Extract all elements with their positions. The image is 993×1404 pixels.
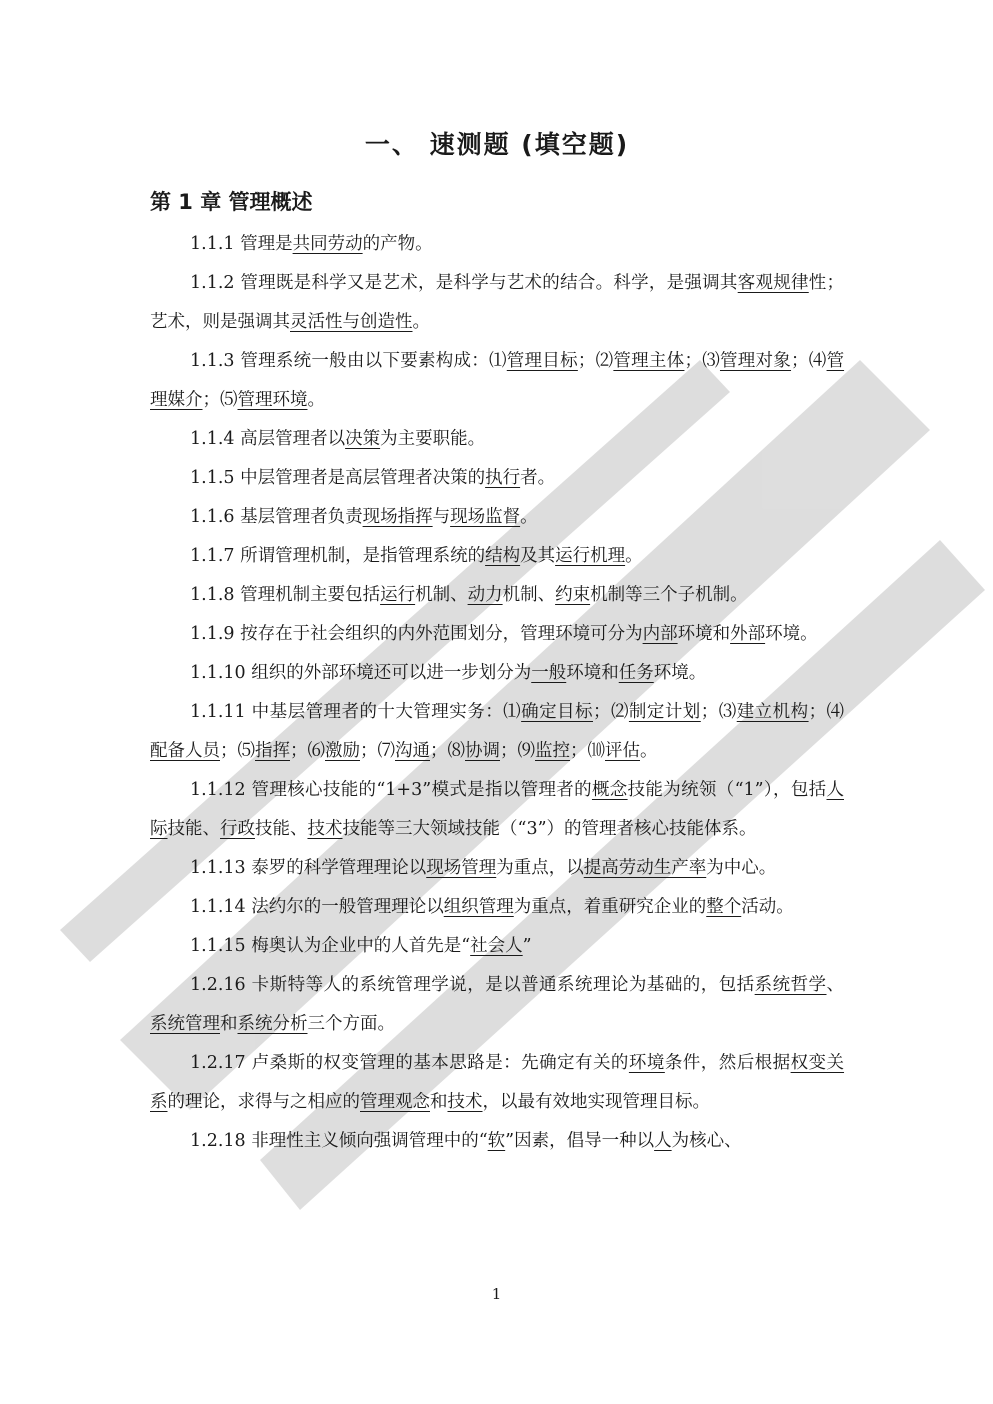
question-text: ；⑷ <box>791 351 827 371</box>
answer-blank: 现场指挥 <box>362 507 433 527</box>
question-text: 机制、 <box>415 585 468 605</box>
answer-blank: 系统分析 <box>237 1014 308 1034</box>
answer-blank: 人 <box>654 1131 672 1151</box>
question-text: 的产物。 <box>362 234 433 254</box>
question-text: 为重点，以 <box>496 858 584 878</box>
answer-blank: 系统哲学 <box>754 975 827 995</box>
answer-blank: 提高劳动生产率 <box>583 858 707 878</box>
answer-blank: 管理主体 <box>613 351 685 371</box>
answer-blank: 结构 <box>485 546 521 566</box>
question-text: 1.1.13 泰罗的科学管理理论以 <box>190 858 427 878</box>
question-text: 技能、 <box>255 819 308 839</box>
question-item <box>150 966 844 1044</box>
question-item <box>150 264 844 342</box>
answer-blank: 执行 <box>485 468 521 488</box>
question-text: 1.1.15 梅奥认为企业中的人首先是“ <box>190 936 471 956</box>
answer-blank: 灵活性与创造性 <box>290 312 413 332</box>
question-text: ；⑸ <box>202 390 238 410</box>
question-text: 环境和 <box>566 663 619 683</box>
question-text: 1.2.16 卡斯特等人的系统管理学说，是以普通系统理论为基础的，包括 <box>190 975 755 995</box>
document-page <box>150 125 844 1161</box>
question-text: 。 <box>307 390 325 410</box>
question-text: 1.1.2 管理既是科学又是艺术，是科学与艺术的结合。科学，是强调其 <box>190 273 738 293</box>
answer-blank: 客观规律 <box>737 273 809 293</box>
question-text: ；⑶ <box>684 351 720 371</box>
question-list <box>150 225 844 1161</box>
answer-blank: 管理媒介 <box>150 351 845 410</box>
question-item <box>150 654 844 693</box>
answer-blank: 整个 <box>706 897 742 917</box>
answer-blank: 外部 <box>730 624 766 644</box>
question-text: 1.1.5 中层管理者是高层管理者决策的 <box>190 468 486 488</box>
answer-blank: 一般 <box>531 663 567 683</box>
answer-blank: 决策 <box>345 429 381 449</box>
answer-blank: 监控 <box>535 741 570 761</box>
question-text: 1.1.3 管理系统一般由以下要素构成：⑴ <box>190 351 507 371</box>
question-text: ；⑶ <box>700 702 737 722</box>
answer-blank: 评估 <box>605 741 640 761</box>
question-item <box>150 342 844 420</box>
question-text: 的理论，求得与之相应的 <box>167 1092 360 1112</box>
answer-blank: 指挥 <box>255 741 290 761</box>
answer-blank: 组织管理 <box>443 897 514 917</box>
question-text: ；⑼ <box>500 741 535 761</box>
answer-blank: 确定目标 <box>521 702 593 722</box>
question-text: ” <box>522 936 532 956</box>
question-item <box>150 225 844 264</box>
question-text: 技能等三大领域技能（“3”）的管理者核心技能体系。 <box>342 819 757 839</box>
question-text: 1.1.9 按存在于社会组织的内外范围划分，管理环境可分为 <box>190 624 643 644</box>
question-text: 技能为统领（“1”），包括 <box>627 780 827 800</box>
question-text: 三个方面。 <box>307 1014 395 1034</box>
question-text: 环境。 <box>653 663 707 683</box>
question-text: 性；艺术，则是强调其 <box>150 273 845 332</box>
question-text: 和 <box>430 1092 448 1112</box>
question-item <box>150 459 844 498</box>
answer-blank: 激励 <box>325 741 360 761</box>
answer-blank: 人际 <box>150 780 844 839</box>
answer-blank: 配备人员 <box>150 741 220 761</box>
question-text: 1.1.10 组织的外部环境还可以进一步划分为 <box>190 663 532 683</box>
question-text: ；⑵ <box>592 702 629 722</box>
question-text: 技能、 <box>167 819 220 839</box>
answer-blank: 动力 <box>467 585 503 605</box>
section-title: 一、 速测题 (填空题) <box>364 130 630 159</box>
question-text: 1.1.7 所谓管理机制，是指管理系统的 <box>190 546 486 566</box>
answer-blank: 系统管理 <box>150 1014 220 1034</box>
answer-blank: 协调 <box>465 741 500 761</box>
question-text: ，以最有效地实现管理目标。 <box>482 1092 710 1112</box>
answer-blank: 制定计划 <box>628 702 701 722</box>
answer-blank: 管理环境 <box>237 390 308 410</box>
question-text: 环境和 <box>677 624 731 644</box>
question-item <box>150 537 844 576</box>
question-item <box>150 1122 844 1161</box>
question-item <box>150 693 844 771</box>
question-item <box>150 849 844 888</box>
question-text: 机制、 <box>502 585 556 605</box>
question-text: ；⑷ <box>808 702 845 722</box>
answer-blank: 技术 <box>307 819 343 839</box>
question-text: 1.1.8 管理机制主要包括 <box>190 585 381 605</box>
question-text: 。 <box>412 312 430 332</box>
question-item <box>150 888 844 927</box>
question-item <box>150 1044 844 1122</box>
question-text: 为中心。 <box>706 858 777 878</box>
question-text: ”因素，倡导一种以 <box>505 1131 655 1151</box>
question-text: ；⑵ <box>577 351 614 371</box>
question-text: 活动。 <box>741 897 794 917</box>
question-text: 为重点，着重研究企业的 <box>513 897 707 917</box>
question-text: 1.2.17 卢桑斯的权变管理的基本思路是：先确定有关的 <box>190 1053 629 1073</box>
answer-blank: 共同劳动 <box>292 234 363 254</box>
question-item <box>150 615 844 654</box>
question-text: 环境。 <box>765 624 818 644</box>
question-item <box>150 927 844 966</box>
question-text: 1.2.18 非理性主义倾向强调管理中的“ <box>190 1131 488 1151</box>
question-text: 1.1.1 管理是 <box>190 234 293 254</box>
question-text: 。 <box>640 741 658 761</box>
answer-blank: 行政 <box>220 819 255 839</box>
answer-blank: 管理目标 <box>506 351 578 371</box>
answer-blank: 约束 <box>555 585 591 605</box>
question-text: 1.1.6 基层管理者负责 <box>190 507 363 527</box>
question-text: 与 <box>432 507 451 527</box>
question-text: 机制等三个子机制。 <box>590 585 748 605</box>
question-text: 为主要职能。 <box>380 429 486 449</box>
answer-blank: 技术 <box>447 1092 483 1112</box>
question-text: 1.1.12 管理核心技能的“1+3”模式是指以管理者的 <box>190 780 592 800</box>
question-item <box>150 771 844 849</box>
question-text: 、 <box>826 975 844 995</box>
answer-blank: 概念 <box>591 780 628 800</box>
answer-blank: 沟通 <box>395 741 430 761</box>
answer-blank: 运行机理 <box>555 546 626 566</box>
question-text: ；⑽ <box>570 741 605 761</box>
answer-blank: 任务 <box>618 663 654 683</box>
question-text: ；⑸ <box>220 741 255 761</box>
question-item <box>150 498 844 537</box>
question-text: 为核心、 <box>671 1131 742 1151</box>
question-text: 者。 <box>520 468 556 488</box>
chapter-title: 第 1 章 管理概述 <box>150 190 313 214</box>
question-text: 1.1.4 高层管理者以 <box>190 429 346 449</box>
answer-blank: 建立机构 <box>736 702 809 722</box>
answer-blank: 权变关系 <box>150 1053 845 1112</box>
question-text: 。 <box>520 507 538 527</box>
question-text: ；⑺ <box>360 741 395 761</box>
question-text: 和 <box>220 1014 238 1034</box>
question-item <box>150 420 844 459</box>
question-text: 1.1.14 法约尔的一般管理理论以 <box>190 897 444 917</box>
question-text: 1.1.11 中基层管理者的十大管理实务：⑴ <box>190 702 522 722</box>
question-text: 条件，然后根据 <box>664 1053 791 1073</box>
answer-blank: 社会人 <box>470 936 523 956</box>
answer-blank: 软 <box>487 1131 506 1151</box>
answer-blank: 管理对象 <box>719 351 792 371</box>
question-item <box>150 576 844 615</box>
page-number: 1 <box>491 1285 502 1303</box>
answer-blank: 现场监督 <box>450 507 521 527</box>
answer-blank: 内部 <box>642 624 678 644</box>
question-text: ；⑹ <box>290 741 325 761</box>
answer-blank: 环境 <box>628 1053 665 1073</box>
answer-blank: 管理观念 <box>360 1092 430 1112</box>
question-text: ；⑻ <box>430 741 465 761</box>
answer-blank: 现场管理 <box>426 858 497 878</box>
question-text: 。 <box>625 546 643 566</box>
question-text: 及其 <box>520 546 556 566</box>
answer-blank: 运行 <box>380 585 416 605</box>
